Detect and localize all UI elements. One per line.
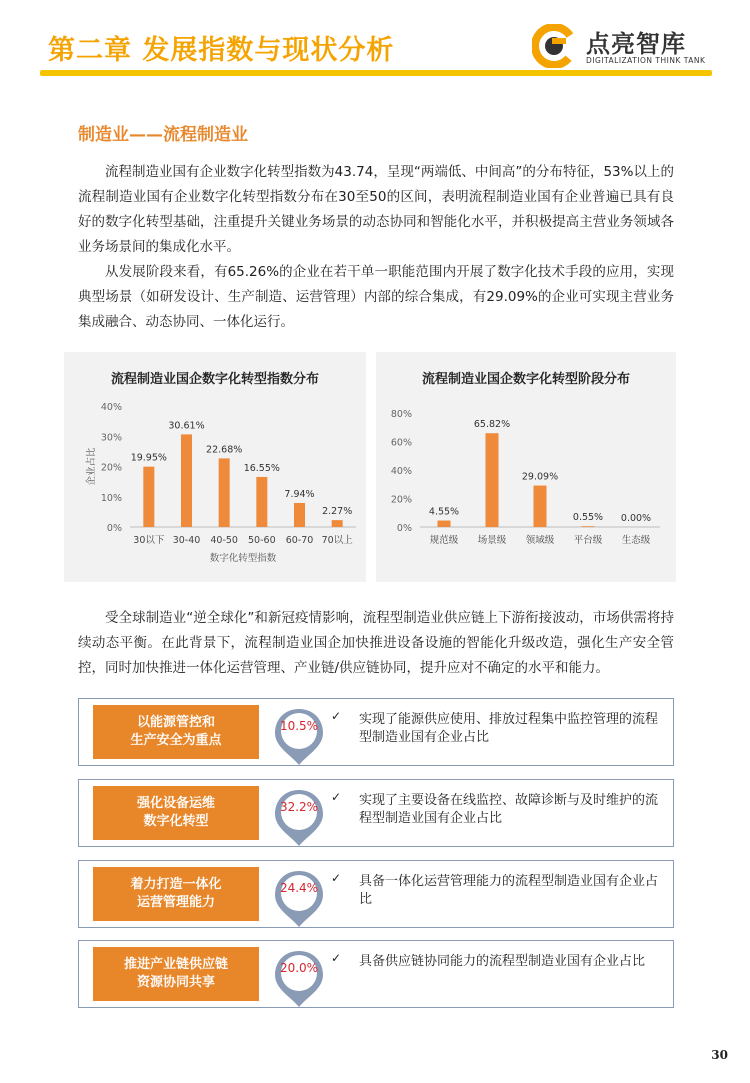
y-tick-label: 20% xyxy=(390,494,412,506)
y-tick-label: 40% xyxy=(390,466,412,477)
y-tick-label: 40% xyxy=(100,402,122,413)
bar xyxy=(219,458,230,527)
metric-value: 20.0% xyxy=(279,961,319,975)
section-title: 制造业——流程制造业 xyxy=(78,125,248,145)
logo-name: 点亮智库 xyxy=(586,30,686,58)
card-description: 实现了主要设备在线监控、故障诊断与及时维护的流程型制造业国有企业占比 xyxy=(359,793,659,826)
metric-value: 24.4% xyxy=(279,881,319,895)
x-tick-label: 平台级 xyxy=(573,535,603,546)
data-label: 30.61% xyxy=(168,420,205,432)
x-tick-label: 70以上 xyxy=(321,535,353,546)
data-label: 7.94% xyxy=(284,488,315,500)
page-number: 30 xyxy=(711,1048,728,1062)
x-tick-label: 60-70 xyxy=(285,535,314,546)
card-label: 以能源管控和 生产安全为重点 xyxy=(93,705,259,759)
x-tick-label: 30以下 xyxy=(133,535,165,546)
bar xyxy=(143,467,154,527)
data-label: 2.27% xyxy=(322,506,353,518)
data-label: 22.68% xyxy=(206,444,243,456)
logo xyxy=(532,20,722,72)
paragraph-2: 从发展阶段来看，有65.26%的企业在若干单一职能范围内开展了数字化技术手段的应用，实现典型场景（如研发设计、生产制造、运营管理）内部的综合集成，有29.09%的企业可实现主营业务集成融合、动态协同、一体化运行。 xyxy=(78,264,674,330)
index-distribution-chart xyxy=(64,352,366,582)
y-tick-label: 0% xyxy=(396,523,412,534)
x-tick-label: 30-40 xyxy=(172,535,201,546)
metric-card xyxy=(78,698,674,766)
y-tick-label: 0% xyxy=(106,523,122,534)
card-description: 实现了能源供应使用、排放过程集中监控管理的流程型制造业国有企业占比 xyxy=(359,712,659,745)
bar xyxy=(486,433,499,527)
stage-distribution-chart xyxy=(376,352,676,582)
x-tick-label: 领域级 xyxy=(525,535,555,546)
x-axis-label: 数字化转型指数 xyxy=(209,553,277,564)
bar xyxy=(332,520,343,527)
check-icon: ✓ xyxy=(331,709,342,723)
data-label: 0.55% xyxy=(572,512,604,524)
paragraph-1: 流程制造业国有企业数字化转型指数为43.74，呈现“两端低、中间高”的分布特征，53%以上的流程制造业国有企业数字化转型指数分布在30至50的区间，表明流程制造业国有企业普遍已具有良好的数字化转型基础，注重提升关键业务场景的动态协同和智能化水平，并积极提高主营业务领域各业务场景间的集成化水平。 xyxy=(78,164,674,255)
check-icon: ✓ xyxy=(331,951,342,965)
metric-card xyxy=(78,860,674,928)
data-label: 65.82% xyxy=(473,419,511,431)
x-tick-label: 规范级 xyxy=(429,535,459,546)
y-tick-label: 30% xyxy=(100,432,122,444)
x-tick-label: 场景级 xyxy=(477,535,507,546)
chapter-title: 第二章 发展指数与现状分析 xyxy=(48,35,395,66)
logo-subtitle: DIGITALIZATION THINK TANK xyxy=(586,56,706,65)
y-tick-label: 80% xyxy=(390,409,412,420)
paragraph-3: 受全球制造业“逆全球化”和新冠疫情影响，流程型制造业供应链上下游衔接波动，市场供需将持续动态平衡。在此背景下，流程制造业国企加快推进设备设施的智能化升级改造，强化生产安全管控，同时加快推进一体化运营管理、产业链/供应链协同，提升应对不确定的水平和能力。 xyxy=(78,610,674,676)
card-label: 强化设备运维 数字化转型 xyxy=(93,786,259,840)
y-tick-label: 60% xyxy=(390,437,412,449)
y-axis-label: 企业占比 xyxy=(86,447,97,486)
data-label: 19.95% xyxy=(130,452,167,464)
y-tick-label: 20% xyxy=(100,462,122,474)
stage-distribution-svg xyxy=(376,352,676,582)
chart-title: 流程制造业国企数字化转型指数分布 xyxy=(110,372,319,387)
logo-mark-icon xyxy=(532,24,576,68)
metric-value: 10.5% xyxy=(279,719,319,733)
check-icon: ✓ xyxy=(331,790,342,804)
x-tick-label: 生态级 xyxy=(621,535,651,546)
index-distribution-svg xyxy=(64,352,366,582)
check-icon: ✓ xyxy=(331,871,342,885)
map-pin-icon xyxy=(273,788,325,848)
bar xyxy=(256,477,267,527)
map-pin-icon xyxy=(273,949,325,1009)
card-label: 推进产业链供应链 资源协同共享 xyxy=(93,947,259,1001)
metric-card xyxy=(78,940,674,1008)
card-description: 具备供应链协同能力的流程型制造业国有企业占比 xyxy=(359,954,646,969)
chart-title: 流程制造业国企数字化转型阶段分布 xyxy=(421,372,630,387)
data-label: 16.55% xyxy=(243,462,280,474)
data-label: 29.09% xyxy=(521,471,559,483)
bar xyxy=(582,526,595,527)
metric-value: 32.2% xyxy=(279,800,319,814)
bar xyxy=(181,434,192,527)
y-tick-label: 10% xyxy=(100,492,122,504)
data-label: 4.55% xyxy=(428,506,460,518)
card-label: 着力打造一体化 运营管理能力 xyxy=(93,867,259,921)
bar xyxy=(438,521,451,527)
data-label: 0.00% xyxy=(620,513,652,524)
x-tick-label: 40-50 xyxy=(210,535,238,546)
map-pin-icon xyxy=(273,707,325,767)
bar xyxy=(294,503,305,527)
metric-card xyxy=(78,779,674,847)
map-pin-icon xyxy=(273,869,325,929)
card-description: 具备一体化运营管理能力的流程型制造业国有企业占比 xyxy=(359,874,659,907)
x-tick-label: 50-60 xyxy=(248,535,276,546)
bar xyxy=(534,486,547,527)
